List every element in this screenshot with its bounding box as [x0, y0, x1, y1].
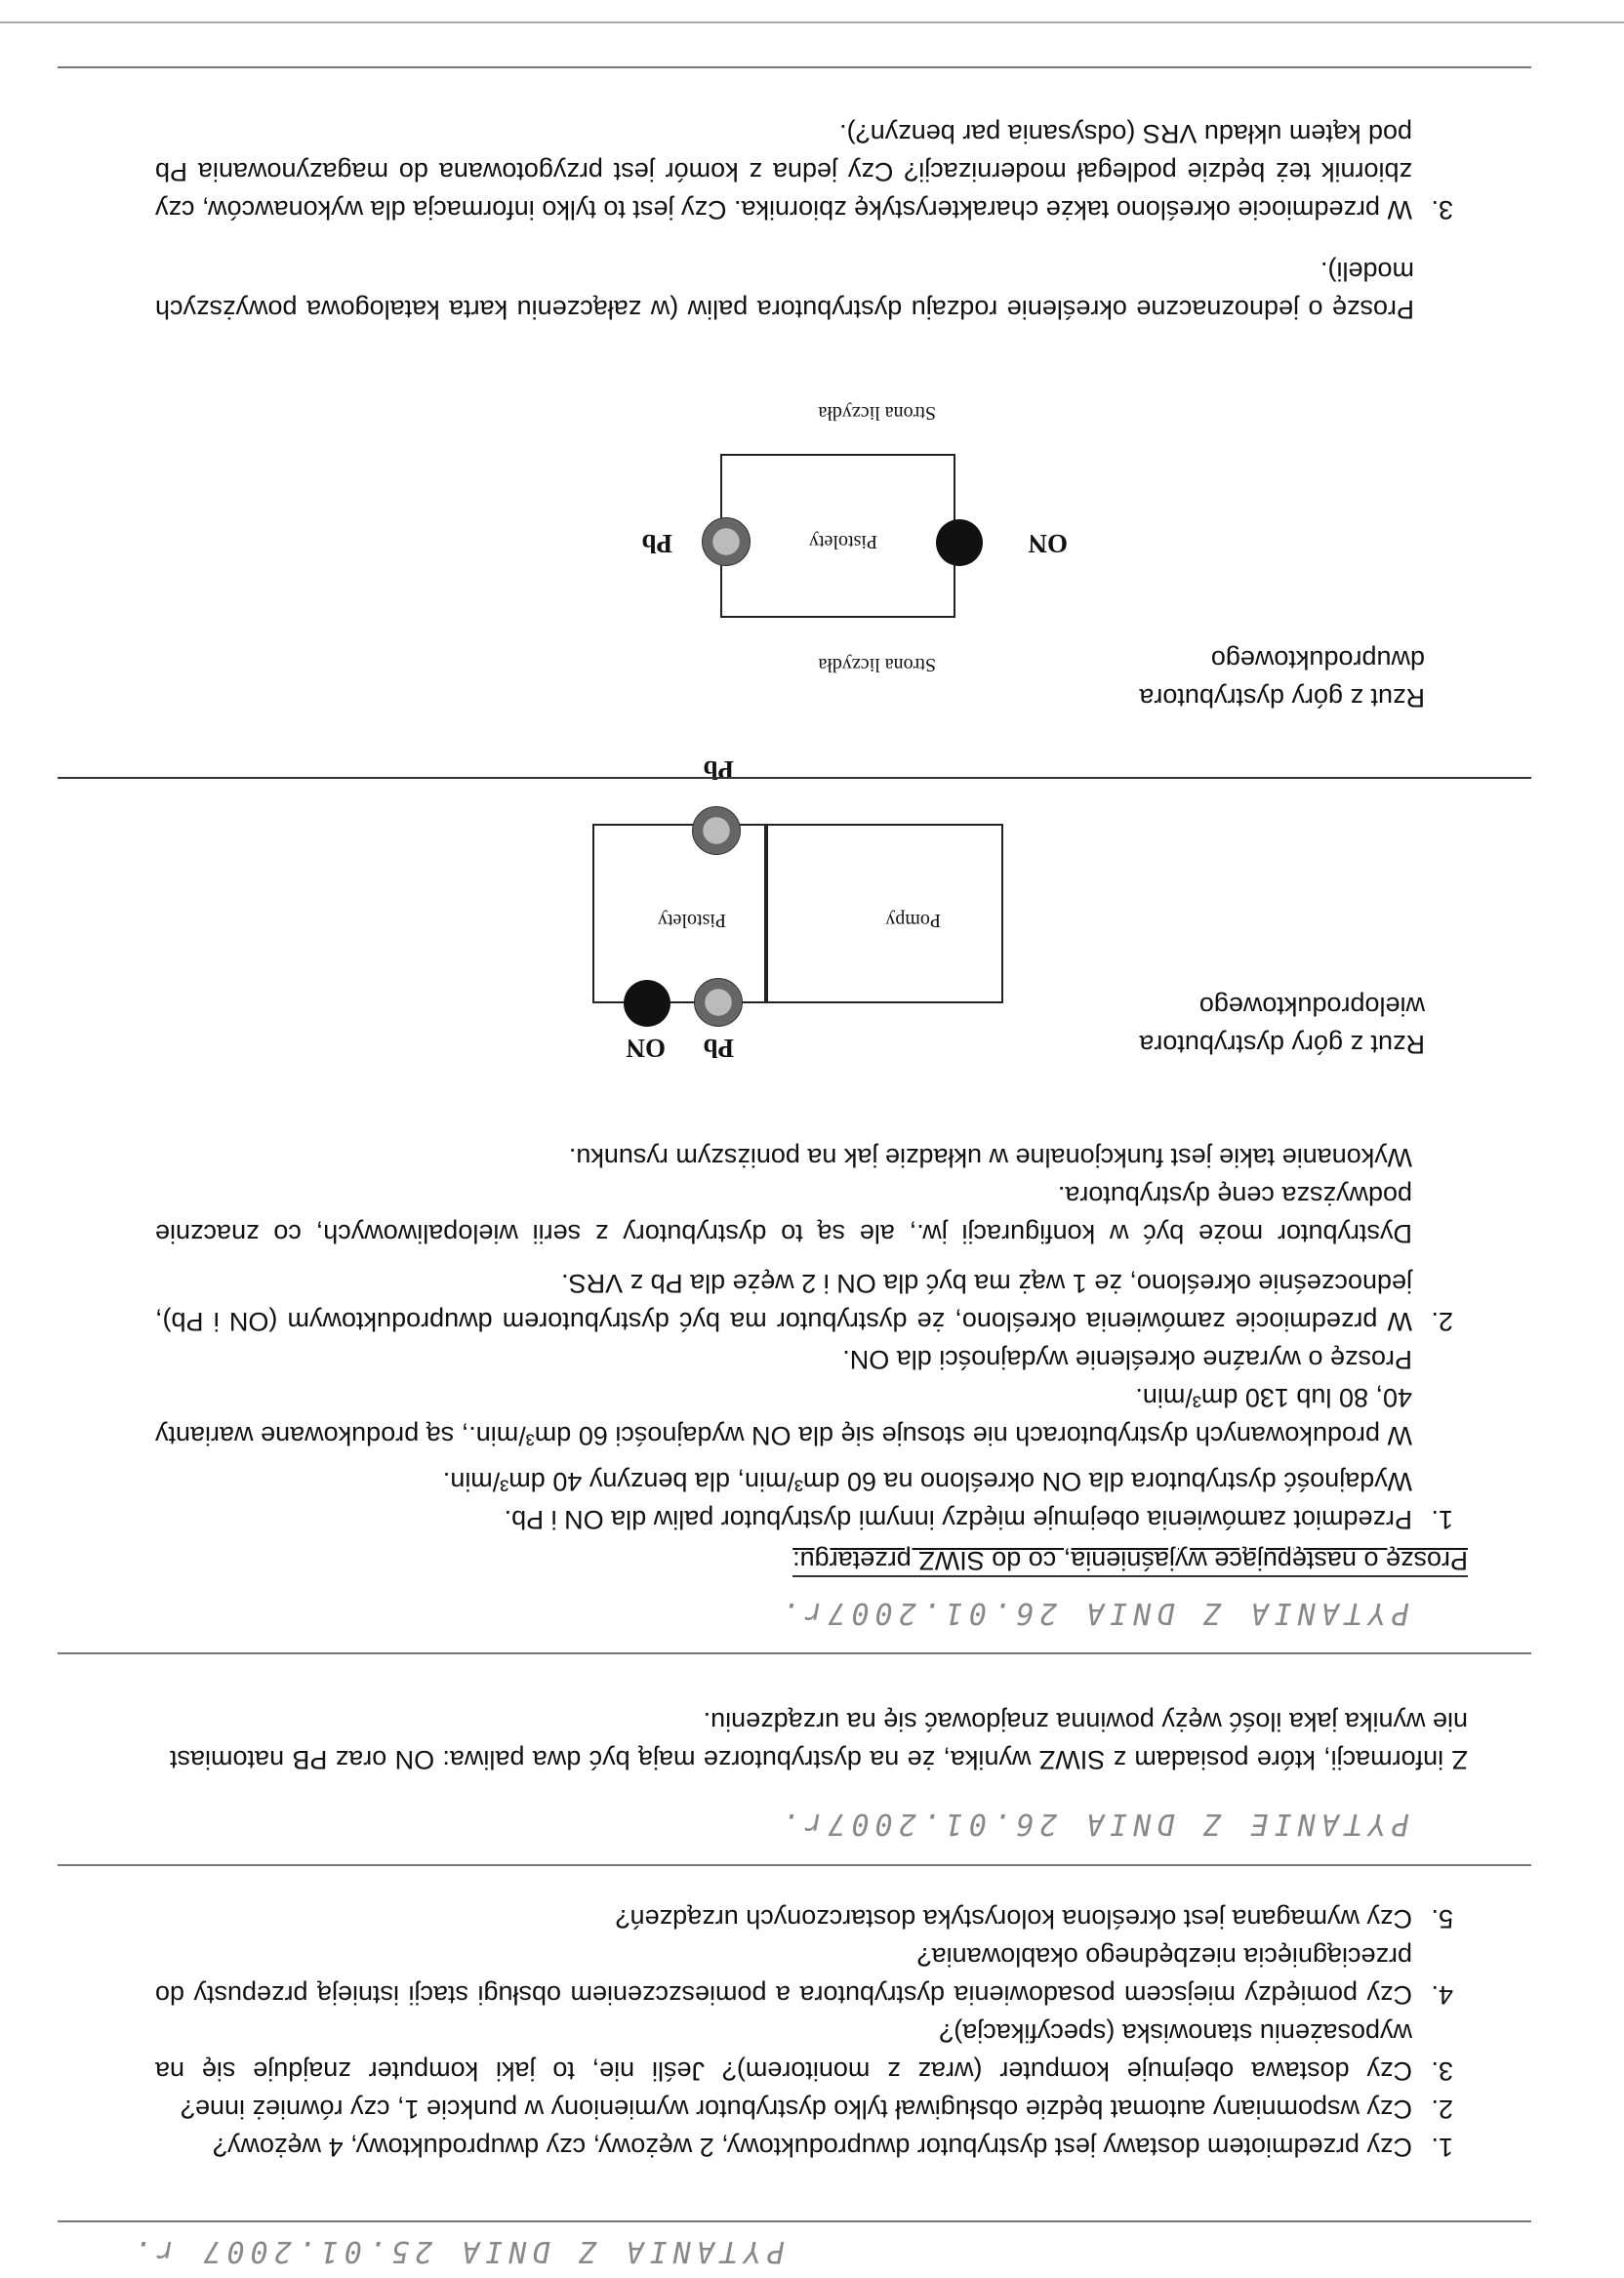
- nozzles-label: Pistolety: [657, 910, 726, 931]
- question-number: 2.: [1431, 2095, 1453, 2124]
- question-number: 2.: [1431, 1307, 1453, 1336]
- question-text: Proszę o wyraźne określenie wydajności dla ON.: [842, 1345, 1412, 1374]
- paragraph-info: Z informacji, które posiadam z SIWZ wynika, że na dystrybutorze mają być dwa paliwa: ON oraz PB natomiast nie wynika jaka ilość węży powinna znajdować się na urządzeniu.: [170, 1707, 1468, 1774]
- question-item: [155, 2014, 1453, 2090]
- divider: [58, 2220, 1531, 2222]
- side-label: Strona liczydła: [818, 654, 936, 675]
- handwritten-date-header-2: PYTANIE Z DNIA 26.01.2007r.: [775, 1807, 1409, 1841]
- divider: [58, 777, 1531, 779]
- diagram-title: Rzut z góry dystrybutora dwuproduktowego: [1139, 645, 1425, 712]
- on-nozzle-icon: [624, 980, 670, 1027]
- on-label: ON: [626, 1034, 666, 1063]
- pumps-section: [764, 824, 1003, 1003]
- question-number: 4.: [1431, 1980, 1453, 2010]
- question-number: 3.: [1431, 195, 1453, 224]
- question-text: Przedmiot zamówienia obejmuje między innymi dystrybutor paliw dla ON i Pb.: [504, 1505, 1412, 1534]
- question-number: 3.: [1431, 2056, 1453, 2086]
- question-item: [155, 1899, 1453, 1937]
- question-text: Czy wymagana jest określona kolorystyka dostarczonych urządzeń?: [615, 1904, 1412, 1933]
- divider: [58, 1864, 1531, 1866]
- question-list-3: [155, 1138, 1453, 1538]
- question-list-1: [155, 1899, 1453, 2166]
- on-label: ON: [1028, 529, 1068, 558]
- question-item: [155, 2090, 1453, 2128]
- on-nozzle-icon: [936, 519, 983, 566]
- question-number: 5.: [1431, 1904, 1453, 1933]
- side-label: Strona liczydła: [818, 402, 936, 424]
- pb-nozzle-icon: [702, 517, 751, 566]
- question-text: Dystrybutor może być w konfiguracji jw., ale są to dystrybutory z serii wielopaliwowych, co znacznie podwyższa cenę dystrybutora.: [155, 1181, 1412, 1248]
- diagram-title: Rzut z góry dystrybutora wieloproduktowego: [1139, 992, 1425, 1059]
- question-item: [155, 1937, 1453, 2014]
- question-text: W produkowanych dystrybutorach nie stosuje się dla ON wydajności 60 dm³/min., są produkowane warianty 40, 80 lub 130 dm³/min.: [155, 1383, 1412, 1450]
- divider: [58, 1652, 1531, 1654]
- handwritten-date-header-1: PYTANIA Z DNIA 25.01.2007 r.: [127, 2234, 785, 2268]
- question-text: Czy przedmiotem dostawy jest dystrybutor dwuproduktowy, 2 wężowy, czy dwuproduktowy, 4 wężowy?: [213, 2133, 1412, 2162]
- pb-nozzle-icon: [692, 806, 741, 855]
- question-text: Czy dostawa obejmuje komputer (wraz z monitorem)? Jeśli nie, to jaki komputer znajduje się na wyposażeniu stanowiska (specyfikacja)?: [155, 2018, 1412, 2086]
- question-text: Czy pomiędzy miejscem posadowienia dystrybutora a pomieszczeniem obsługi stacji istnieją przepusty do przeciągnięcia niezbędnego okablowania?: [155, 1942, 1412, 2010]
- divider: [58, 66, 1531, 68]
- question-number: 1.: [1431, 1505, 1453, 1534]
- intro-text: Proszę o następujące wyjaśnienia, co do SIWZ przetargu:: [792, 1546, 1468, 1575]
- question-item: [155, 114, 1453, 228]
- pb-nozzle-icon: [694, 978, 743, 1027]
- question-text: Wydajność dystrybutora dla ON określono na 60 dm³/min, dla benzyny 40 dm³/min.: [442, 1467, 1412, 1496]
- question-text: W przedmiocie zamówienia określono, że dystrybutor ma być dystrybutorem dwuproduktowym (ON i Pb), jednocześnie określono, że 1 wąż ma być dla ON i 2 węże dla Pb z VRS.: [155, 1269, 1412, 1336]
- question-text: W przedmiocie określono także charakterystykę zbiornika. Czy jest to tylko informacja dla wykonawców, czy zbiornik też będzie podlegał modernizacji? Czy jedna z komór jest przygotowana do magazynowania Pb pod kątem układu VRS (odsysania par benzyn?).: [155, 119, 1412, 224]
- question-text: Wykonanie takie jest funkcjonalne w układzie jak na poniższym rysunku.: [568, 1143, 1412, 1172]
- pb-label: Pb: [703, 755, 734, 785]
- question-item: [155, 1138, 1453, 1340]
- request-paragraph: Proszę o jednoznaczne określenie rodzaju dystrybutora paliw (w załączeniu karta katalogowa powyższych modeli).: [155, 257, 1414, 324]
- page-edge: [0, 21, 1624, 23]
- pb-label: Pb: [641, 529, 672, 558]
- question-number: 1.: [1431, 2133, 1453, 2162]
- pb-label: Pb: [703, 1034, 734, 1063]
- handwritten-date-header-3: PYTANIA Z DNIA 26.01.2007r.: [775, 1596, 1409, 1630]
- nozzles-label: Pistolety: [808, 531, 877, 552]
- question-text: Czy wspomniany automat będzie obsługiwał tylko dystrybutor wymieniony w punkcie 1, czy również inne?: [180, 2095, 1412, 2124]
- question-item: [155, 2128, 1453, 2166]
- question-item: [155, 1340, 1453, 1538]
- pumps-label: Pompy: [885, 910, 941, 931]
